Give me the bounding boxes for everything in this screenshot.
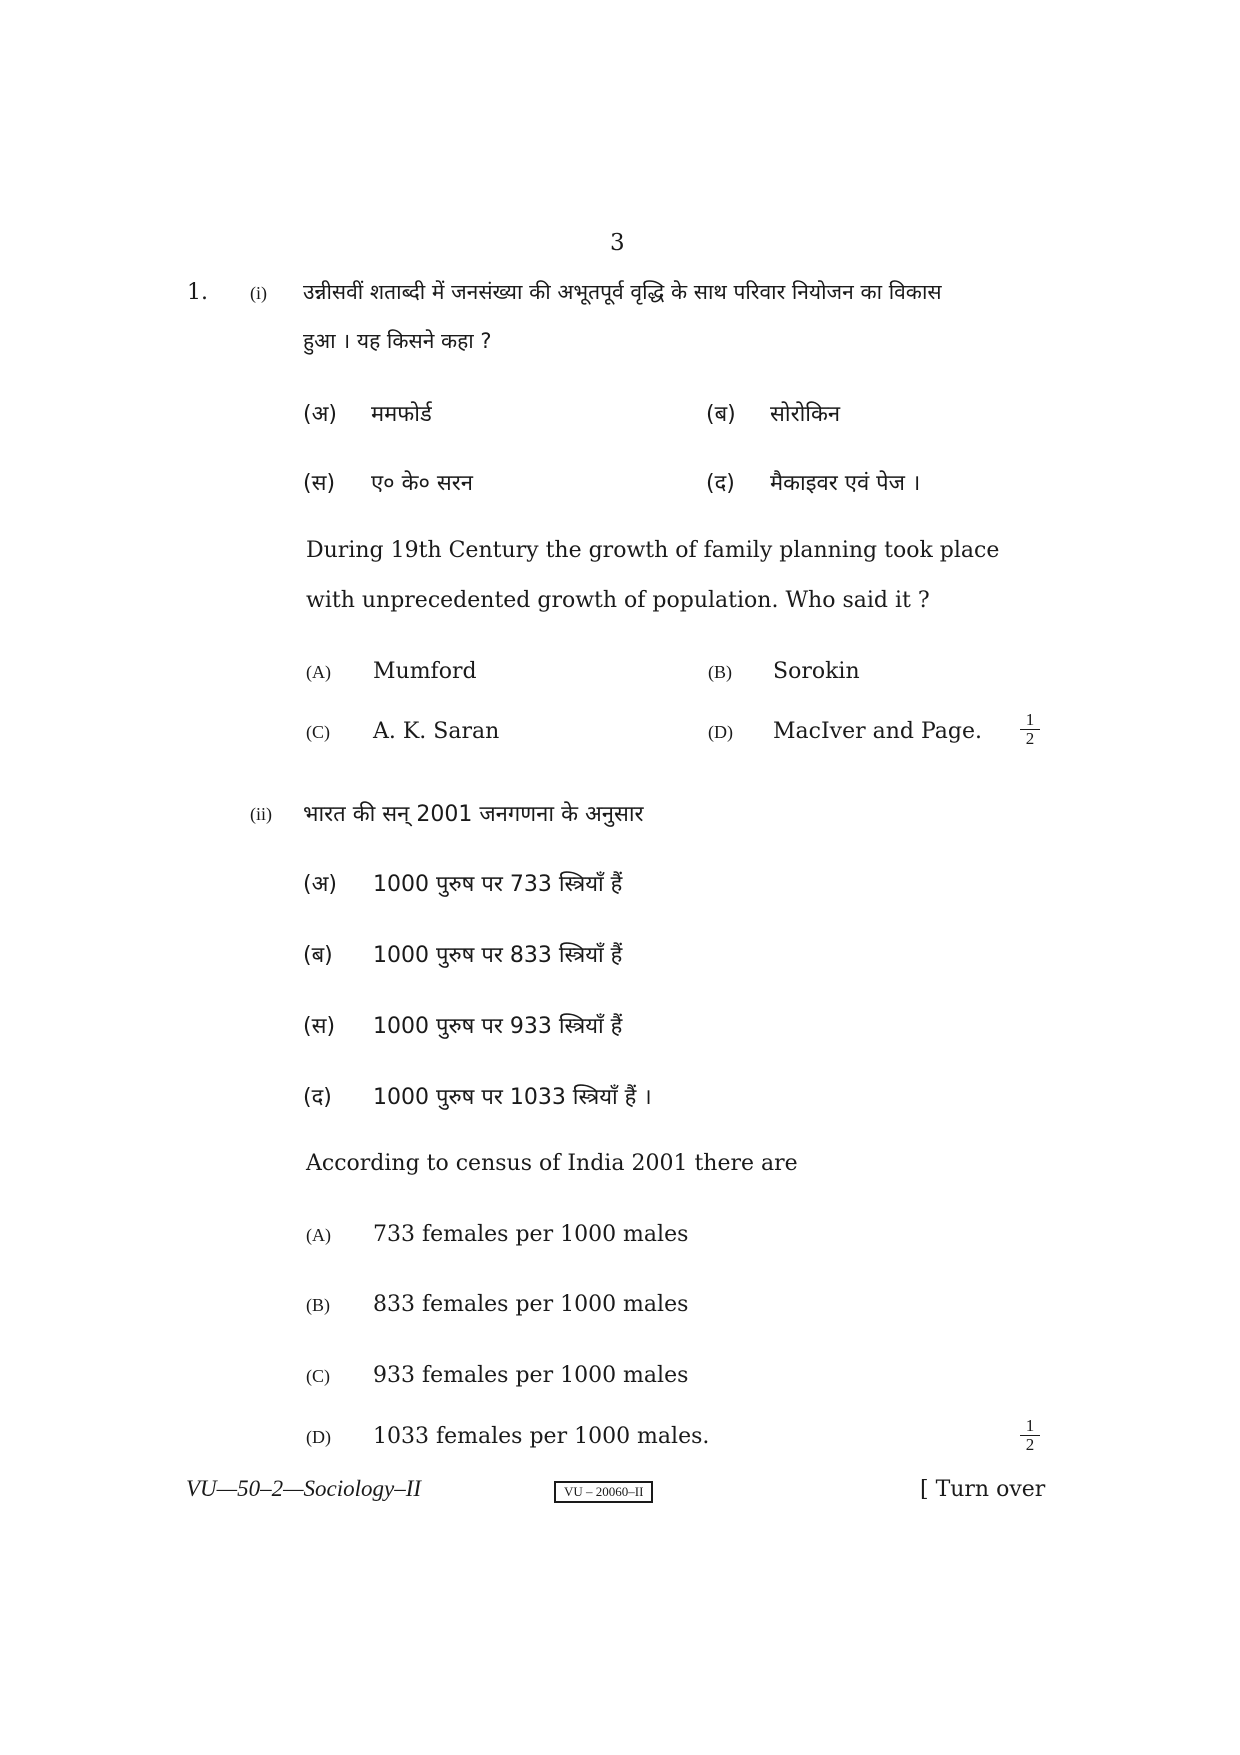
q2-hindi-option-label: (अ): [303, 872, 337, 897]
q1-marks-denominator: 2: [1025, 729, 1035, 748]
q2-marks-fraction: [1020, 1418, 1040, 1453]
q1-hindi-option-label: (स): [303, 471, 336, 496]
q1-english-option-text: Sorokin: [773, 659, 860, 684]
subquestion-label-ii: (ii): [250, 804, 272, 824]
q2-english-option-text: 933 females per 1000 males: [373, 1363, 689, 1388]
q1-english-option-text: Mumford: [373, 659, 477, 684]
q1-hindi-option-label: (अ): [303, 402, 337, 427]
q2-hindi-stem: भारत की सन् 2001 जनगणना के अनुसार: [303, 802, 644, 827]
q1-hindi-option-text: सोरोकिन: [770, 402, 841, 427]
q2-hindi-option-text: 1000 पुरुष पर 933 स्त्रियाँ हैं: [373, 1014, 623, 1039]
subquestion-label-i: (i): [250, 283, 267, 303]
q2-english-option-label: (D): [306, 1427, 331, 1447]
q1-english-option-label: (B): [708, 662, 732, 682]
q1-marks-fraction: [1020, 712, 1040, 747]
q2-hindi-option-label: (ब): [303, 943, 333, 968]
q1-hindi-option-text: मैकाइवर एवं पेज ।: [770, 471, 921, 496]
q1-english-option-label: (A): [306, 662, 331, 682]
q1-marks-numerator: 1: [1020, 712, 1040, 730]
q2-english-option-text: 733 females per 1000 males: [373, 1222, 689, 1247]
q2-hindi-option-label: (द): [303, 1085, 332, 1110]
q1-hindi-option-text: ममफोर्ड: [371, 402, 432, 427]
q2-hindi-option-text: 1000 पुरुष पर 733 स्त्रियाँ हैं: [373, 872, 623, 897]
q2-hindi-option-text: 1000 पुरुष पर 1033 स्त्रियाँ हैं ।: [373, 1085, 652, 1110]
q1-english-line1: During 19th Century the growth of family planning took place: [306, 538, 1000, 563]
q2-english-option-text: 1033 females per 1000 males.: [373, 1424, 710, 1449]
q2-english-option-label: (A): [306, 1225, 331, 1245]
page-number: 3: [610, 230, 625, 256]
q1-hindi-option-text: ए० के० सरन: [371, 471, 474, 496]
q1-english-option-label: (D): [708, 722, 733, 742]
q2-english-option-text: 833 females per 1000 males: [373, 1292, 689, 1317]
q1-english-line2: with unprecedented growth of population. Who said it ?: [306, 588, 930, 613]
question-number: 1.: [187, 280, 208, 305]
q1-hindi-option-label: (द): [706, 471, 735, 496]
q1-hindi-line2: हुआ । यह किसने कहा ?: [303, 329, 492, 353]
q2-english-stem: According to census of India 2001 there are: [306, 1151, 798, 1176]
q2-hindi-option-text: 1000 पुरुष पर 833 स्त्रियाँ हैं: [373, 943, 623, 968]
paper-code: VU—50–2—Sociology–II: [186, 1476, 422, 1501]
q2-english-option-label: (C): [306, 1366, 330, 1386]
q1-english-option-text: MacIver and Page.: [773, 719, 982, 744]
q1-hindi-line1: उन्नीसवीं शताब्दी में जनसंख्या की अभूतपूर्व वृद्धि के साथ परिवार नियोजन का विकास: [303, 280, 942, 304]
q2-english-option-label: (B): [306, 1295, 330, 1315]
q2-hindi-option-label: (स): [303, 1014, 336, 1039]
q2-marks-numerator: 1: [1020, 1418, 1040, 1436]
q1-hindi-option-label: (ब): [706, 402, 736, 427]
q2-marks-denominator: 2: [1025, 1435, 1035, 1454]
q1-english-option-text: A. K. Saran: [373, 719, 500, 744]
turn-over: [ Turn over: [920, 1477, 1046, 1502]
q1-english-option-label: (C): [306, 722, 330, 742]
paper-code-box: VU – 20060–II: [554, 1481, 653, 1503]
